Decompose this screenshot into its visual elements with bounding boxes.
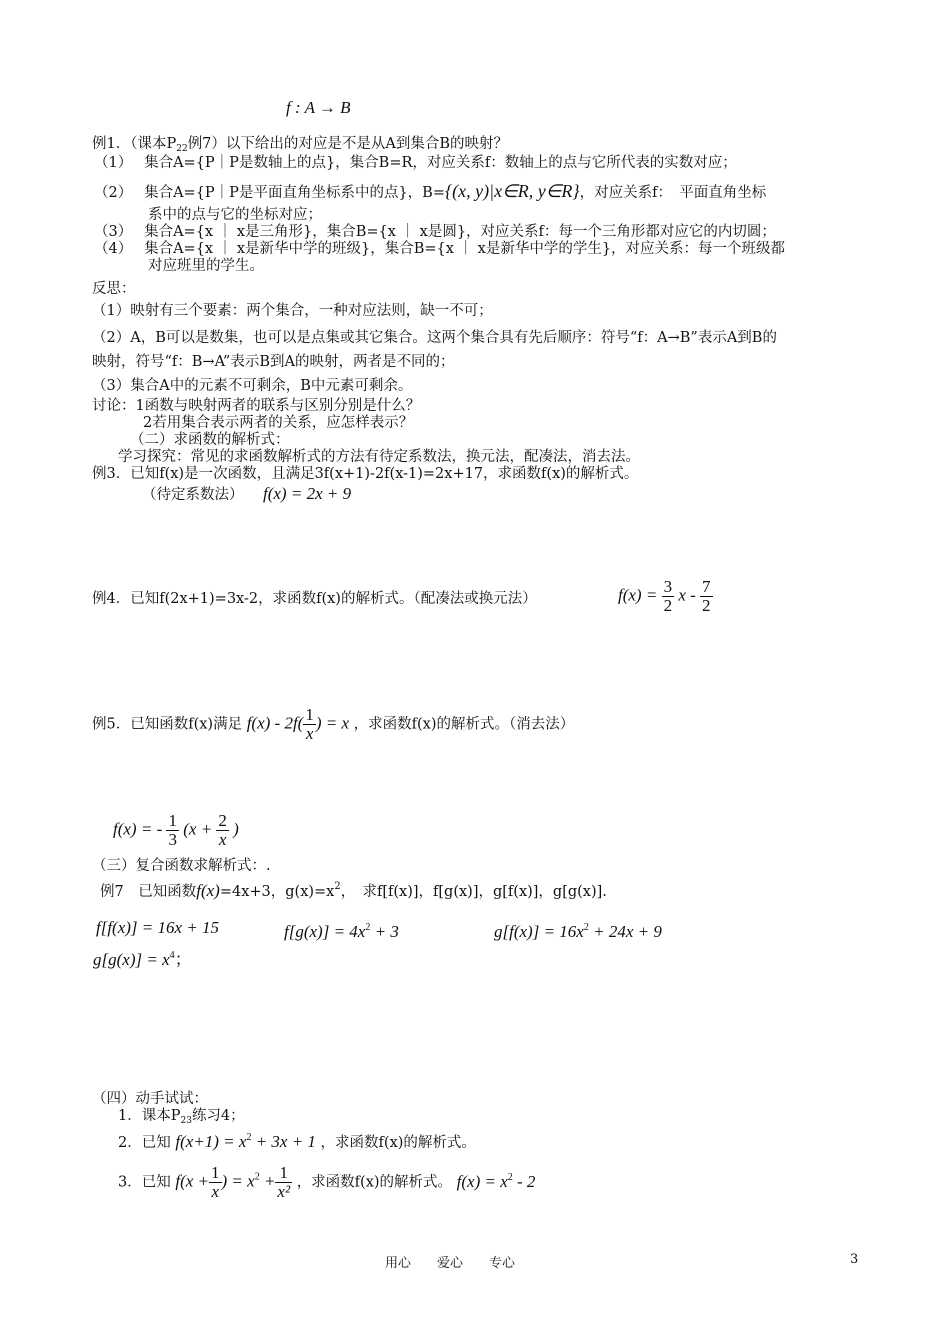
ex7-result-1: f[f(x)] = 16x + 15 [96,918,220,937]
ex4-answer: f(x) = $\frac{3}{2}$ x - $\frac{7}{2}$ [618,577,711,615]
ex1-title: 例1．（课本$P_{22}$例7）以下给出的对应是不是从A到集合B的映射？ [92,136,509,154]
ex4-text: 例4．已知f(2x+1)=3x-2，求函数f(x)的解析式。（配凑法或换元法） [92,591,537,607]
ex1-item-1: （1） 集合A={P｜P是数轴上的点}，集合B=R，对应关系f：数轴上的点与它所代表的实数对应； [94,155,737,171]
page-number: 3 [850,1252,859,1267]
section-2-title: （二）求函数的解析式： [130,432,290,448]
reflect-point-2-cont: 映射，符号“f：B→A”表示B到A的映射，两者是不同的； [92,354,455,370]
exercise-1: 1．课本$P_{23}$练习4； [118,1108,245,1126]
ex1-item-4: （4） 集合A={x ｜ x是新华中学的班级}，集合B={x ｜ x是新华中学的学生}，对应关系：每一个班级都 [94,241,786,257]
mapping-formula: f : A → B [286,98,351,117]
reflect-point-3: （3）集合A中的元素不可剩余，B中元素可剩余。 [92,378,413,394]
footer-motto: 用心 爱心 专心 [385,1256,516,1271]
ex5-answer: f(x) = - $\frac{1}{3}$ (x + $\frac{2}{x}$ ) [113,811,239,849]
reflect-point-2: （2）A，B可以是数集，也可以是点集或其它集合。这两个集合具有先后顺序：符号“f：A→B”表示A到B的 [92,330,777,346]
ex7-result-4: $g[g(x)] = x^4$； [93,950,192,969]
ex7-result-2: $f[g(x)] = 4x^2 + 3$ [284,922,399,941]
ex3-answer: f(x) = 2x + 9 [263,484,352,503]
ex1-item-3: （3） 集合A={x ｜ x是三角形}，集合B={x ｜ x是圆}，对应关系f：每一个三角形都对应它的内切圆； [94,224,776,240]
exercise-2: 2．已知 $f(x+1) = x^2 + 3x + 1$ ，求函数f(x)的解析式。 [118,1132,476,1151]
discuss-1: 讨论：1函数与映射两者的联系与区别分别是什么？ [92,398,421,414]
exercise-3: 3．已知 f(x + $\frac{1}{x}$ ) = $x^2$ + $\frac{1}{\text{x²}}$ ，求函数f(x)的解析式。 $f(x) = x^2 - 2$ [118,1163,536,1201]
ex5-text: 例5．已知函数f(x)满足 f(x) - 2f( $\frac{1}{x}$ ) = x ，求函数f(x)的解析式。（消去法） [92,705,575,743]
ex7-text: 例7 已知函数f(x)=4x+3，$g(x)=x^2$， 求f[f(x)]，f[g(x)]，g[f(x)]，g[g(x)]. [100,881,607,900]
reflect-point-1: （1）映射有三个要素：两个集合，一种对应法则，缺一不可； [92,303,493,319]
ex1-item-2: （2） 集合A={P｜P是平面直角坐标系中的点}，B={(x, y)|x∈R, y∈R}，对应关系f： 平面直角坐标 [94,181,767,201]
ex3-method: （待定系数法） [142,487,244,503]
section-4-title: （四）动手试试： [92,1091,208,1107]
ex7-result-3: $g[f(x)] = 16x^2 + 24x + 9$ [494,922,662,941]
section-3-title: （三）复合函数求解析式：. [92,858,271,874]
ex3-text: 例3．已知f(x)是一次函数，且满足3f(x+1)-2f(x-1)=2x+17，求函数f(x)的解析式。 [92,466,639,482]
reflect-title: 反思： [92,281,136,297]
discuss-2: 2若用集合表示两者的关系，应怎样表示？ [143,415,414,431]
ex1-item-2-cont: 系中的点与它的坐标对应； [148,207,322,223]
explore-text: 学习探究：常见的求函数解析式的方法有待定系数法，换元法，配凑法，消去法。 [118,449,640,465]
ex1-item-4-cont: 对应班里的学生。 [148,258,264,274]
